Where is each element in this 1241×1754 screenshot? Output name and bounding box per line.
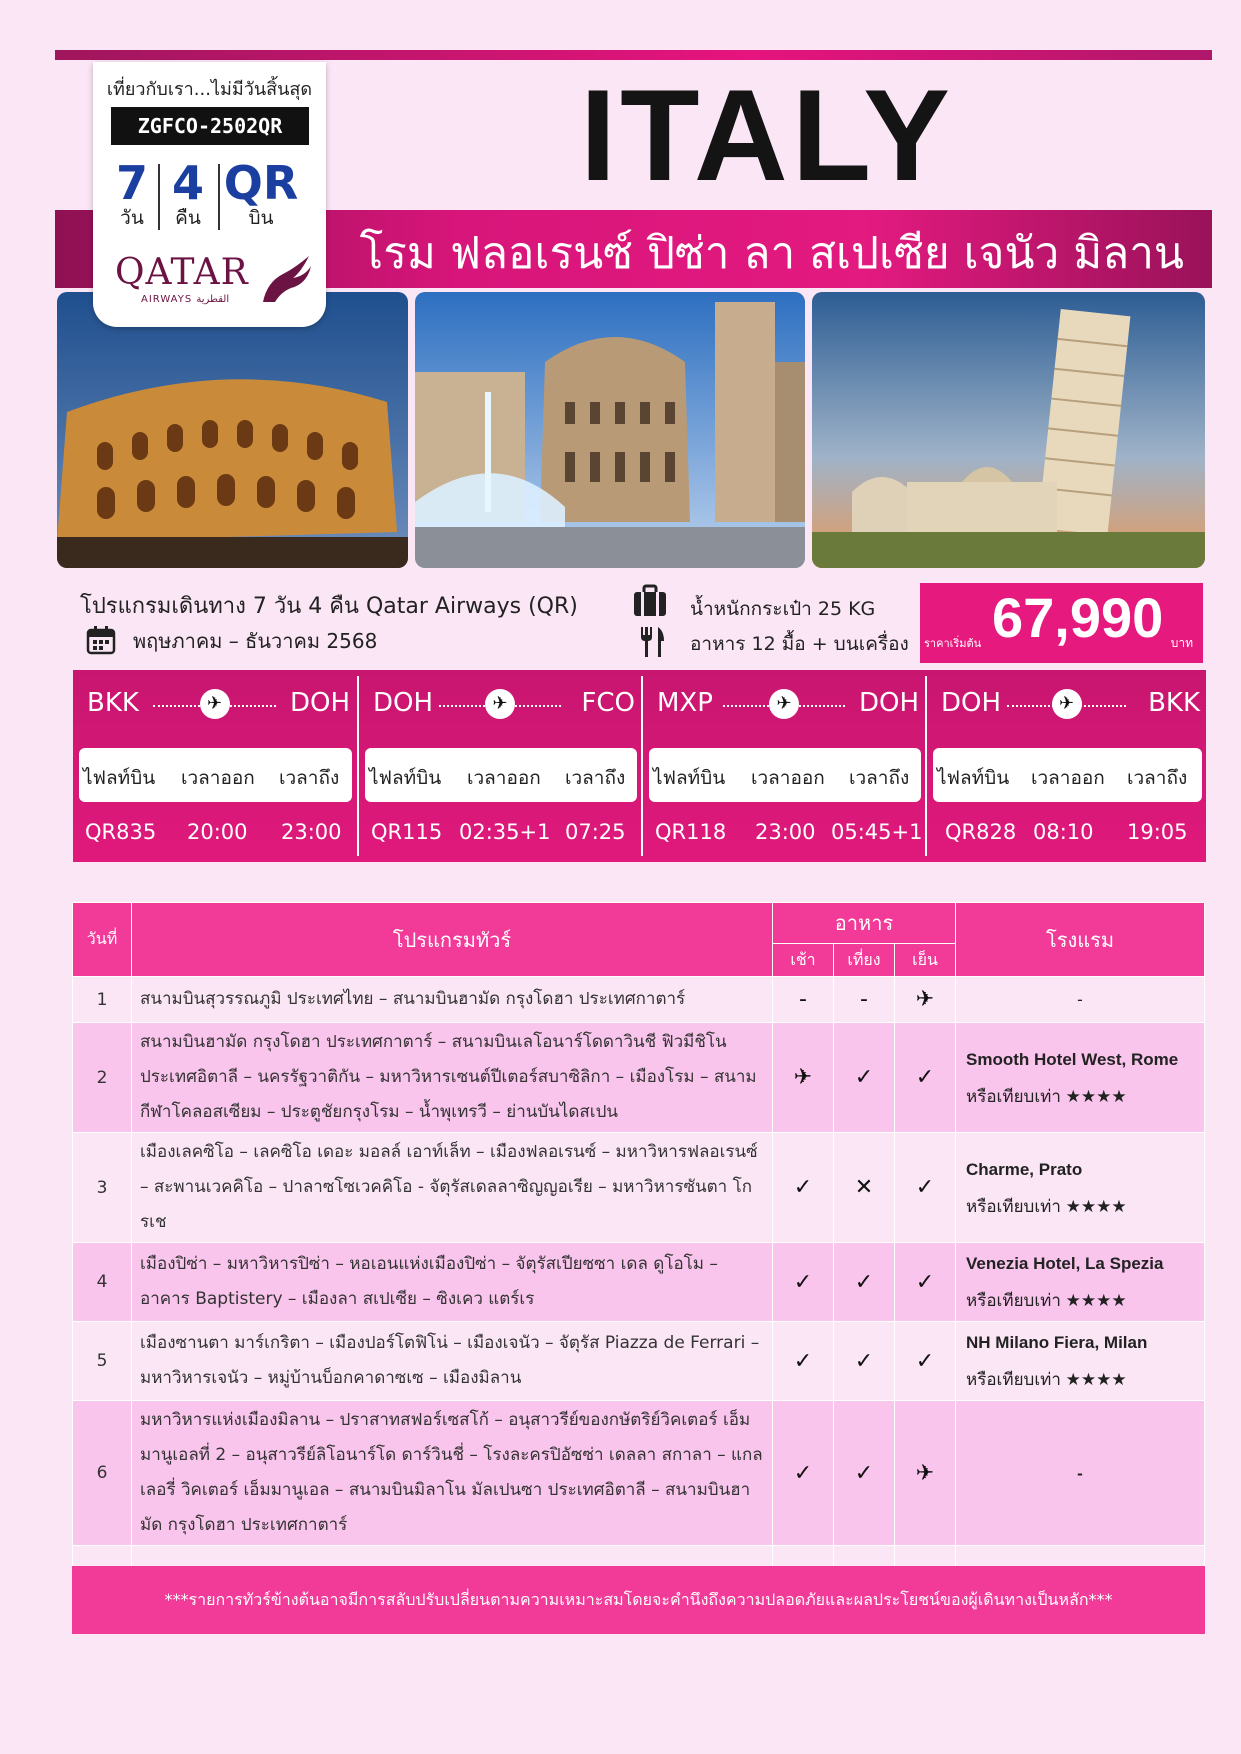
day-description: สนามบินฮามัด กรุงโดฮา ประเทศกาตาร์ – สนามบินเลโอนาร์โดดาวินชี ฟิวมีชิโน ประเทศอิตาลี – นครรัฐวาติกัน – มหาวิหารเซนต์ปีเตอร์สบาซิลิกา – เมืองโรม – สนามกีฬาโคลอสเซียม – ประตูชัยกรุงโรม – น้ำพุเทรวี – ย่านบันไดสเปน [132,1023,773,1133]
table-row [73,1023,1205,1133]
colosseum-photo [57,292,408,568]
flight-header: ไฟลท์บิน [369,767,442,789]
airline-block [221,158,301,230]
flight-number: QR828 [945,820,1017,844]
top-accent-bar [55,50,1212,60]
hotel-note: หรือเทียบเท่า ★★★★ [966,1370,1127,1389]
table-row [73,1133,1205,1243]
breakfast-cell: ✈ [773,1023,834,1133]
hotel-name: Venezia Hotel, La Spezia [966,1254,1164,1273]
plane-icon: ✈ [200,689,230,719]
day-description: เมืองซานตา มาร์เกริตา – เมืองปอร์โตฟิโน่ – เมืองเจนัว – จัตุรัส Piazza de Ferrari – มหาวิหารเจนัว – หมู่บ้านบ็อกคาดาซเซ – เมืองมิลาน [132,1322,773,1401]
day-number: 5 [73,1322,132,1401]
price-value: 67,990 [992,586,1164,649]
destination-airport: DOH [858,688,919,718]
breakfast-cell: - [773,977,834,1023]
day-number: 3 [73,1133,132,1243]
arrive-header: เวลาถึง [279,767,340,789]
day-description: สนามบินสุวรรณภูมิ ประเทศไทย – สนามบินฮามัด กรุงโดฮา ประเทศกาตาร์ [132,977,773,1023]
table-row [73,1243,1205,1322]
day-number: 2 [73,1023,132,1133]
breakfast-cell: ✓ [773,1322,834,1401]
travel-period: พฤษภาคม – ธันวาคม 2568 [133,629,378,653]
hotel-name: - [1077,1463,1083,1483]
flight-header: ไฟลท์บิน [937,767,1010,789]
pisa-tower-photo [812,292,1205,568]
col-lunch-header: เที่ยง [834,944,895,977]
arrive-header: เวลาถึง [565,767,626,789]
day-description: มหาวิหารแห่งเมืองมิลาน – ปราสาทสฟอร์เซสโก้ – อนุสาวรีย์ของกษัตริย์วิคเตอร์ เอ็มมานูเอลที่ 2 – อนุสาวรีย์ลิโอนาร์โด ดาร์วินชี่ – โรงละครปิอัซซ่า เดลลา สกาลา – แกลเลอรี่ วิคเตอร์ เอ็มมานูเอล – สนามบินมิลาโน มัลเปนซา ประเทศอิตาลี – สนามบินฮามัด กรุงโดฮา ประเทศกาตาร์ [132,1401,773,1546]
flight-number: QR835 [85,820,157,844]
table-row [73,1322,1205,1401]
plane-icon: ✈ [1052,689,1082,719]
tour-badge [93,62,326,327]
col-day-header: วันที่ [73,903,132,977]
flight-number: QR115 [371,820,443,844]
days-block [107,158,157,230]
destination-airport: BKK [1148,688,1200,718]
days-number: 7 [115,156,148,210]
flight-segment [643,670,925,862]
lunch-cell: - [834,977,895,1023]
slogan: เที่ยวกับเรา...ไม่มีวันสิ้นสุด [106,79,313,100]
itinerary-table [72,902,1205,1616]
col-dinner-header: เย็น [895,944,956,977]
program-summary: โปรแกรมเดินทาง 7 วัน 4 คืน Qatar Airways (QR) [80,594,578,619]
arrive-header: เวลาถึง [849,767,910,789]
flight-schedule [73,670,1206,862]
days-unit: วัน [120,207,144,229]
cutlery-icon [638,627,666,661]
depart-header: เวลาออก [1031,767,1105,789]
dinner-cell: ✓ [895,1243,956,1322]
breakfast-cell: ✓ [773,1133,834,1243]
hotel-cell [956,1243,1205,1322]
hotel-note: หรือเทียบเท่า ★★★★ [966,1291,1127,1310]
arrive-time: 19:05 [1127,820,1188,844]
arrive-time: 07:25 [565,820,626,844]
nights-block [163,158,213,230]
logo-subtext: AIRWAYS القطرية [141,294,230,305]
lunch-cell: ✓ [834,1401,895,1546]
lunch-cell: ✓ [834,1243,895,1322]
footer-disclaimer: ***รายการทัวร์ข้างต้นอาจมีการสลับปรับเปลี่ยนตามความเหมาะสมโดยจะคำนึงถึงความปลอดภัยและผลประโยชน์ของผู้เดินทางเป็นหลัก*** [72,1566,1205,1634]
origin-airport: BKK [87,688,139,718]
depart-time: 20:00 [187,820,248,844]
hotel-cell [956,977,1205,1023]
depart-time: 23:00 [755,820,816,844]
lunch-cell: ✓ [834,1023,895,1133]
destination-airport: FCO [581,688,635,718]
col-program-header: โปรแกรมทัวร์ [132,903,773,977]
lunch-cell: ✕ [834,1133,895,1243]
depart-header: เวลาออก [467,767,541,789]
day-number: 4 [73,1243,132,1322]
page-title: ITALY [580,62,954,208]
hotel-note: หรือเทียบเท่า ★★★★ [966,1086,1127,1106]
price-label: ราคาเริ่มต้น [924,637,982,650]
origin-airport: MXP [657,688,713,718]
flight-segment [927,670,1206,862]
hotel-cell [956,1322,1205,1401]
depart-time: 08:10 [1033,820,1094,844]
hotel-cell [956,1133,1205,1243]
flight-segment [359,670,641,862]
dinner-cell: ✓ [895,1133,956,1243]
day-number: 1 [73,977,132,1023]
breakfast-cell: ✓ [773,1401,834,1546]
arrive-time: 05:45+1 [831,820,923,844]
col-meals-header: อาหาร [773,903,956,944]
depart-time: 02:35+1 [459,820,551,844]
dinner-cell: ✈ [895,1401,956,1546]
dinner-cell: ✓ [895,1322,956,1401]
nights-number: 4 [171,156,204,210]
divider [218,164,220,230]
table-row [73,1401,1205,1546]
table-row [73,977,1205,1023]
tour-code: ZGFCO-2502QR [111,107,309,145]
arrive-time: 23:00 [281,820,342,844]
hotel-name: Charme, Prato [966,1159,1083,1179]
depart-header: เวลาออก [751,767,825,789]
col-hotel-header: โรงแรม [956,903,1205,977]
divider [158,164,160,230]
depart-header: เวลาออก [181,767,255,789]
flight-segment [73,670,356,862]
genoa-fountain-photo [415,292,805,568]
airline-code: QR [223,156,299,210]
hotel-name: - [1077,990,1083,1009]
arrive-header: เวลาถึง [1127,767,1188,789]
lunch-cell: ✓ [834,1322,895,1401]
destination-airport: DOH [289,688,350,718]
hotel-note: หรือเทียบเท่า ★★★★ [966,1196,1127,1216]
oryx-icon [255,252,315,308]
col-breakfast-header: เช้า [773,944,834,977]
price-box [920,583,1203,663]
day-description: เมืองเลคซิโอ – เลคซิโอ เดอะ มอลล์ เอาท์เล็ท – เมืองฟลอเรนซ์ – มหาวิหารฟลอเรนซ์ – สะพานเวคคิโอ – ปาลาซโซเวคคิโอ - จัตุรัสเดลลาซิญญอเรีย – มหาวิหารซันตา โกรเช [132,1133,773,1243]
price-currency: บาท [1170,636,1193,650]
baggage-allowance: น้ำหนักกระเป๋า 25 KG [690,598,876,620]
meal-count: อาหาร 12 มื้อ + บนเครื่อง [690,633,909,655]
breakfast-cell: ✓ [773,1243,834,1322]
hotel-name: Smooth Hotel West, Rome [966,1049,1179,1069]
origin-airport: DOH [373,688,434,718]
flight-header: ไฟลท์บิน [83,767,156,789]
day-number: 6 [73,1401,132,1546]
calendar-icon [86,625,116,659]
day-description: เมืองปิซ่า – มหาวิหารปิซ่า – หอเอนแห่งเมืองปิซ่า – จัตุรัสเปียซซา เดล ดูโอโม – อาคาร Baptistery – เมืองลา สเปเซีย – ซิงเคว แตร์เร [132,1243,773,1322]
logo-wordmark: QATAR [115,252,249,293]
plane-icon: ✈ [485,689,515,719]
qatar-airways-logo [115,252,315,312]
hotel-name: NH Milano Fiera, Milan [966,1333,1148,1352]
hotel-cell [956,1401,1205,1546]
luggage-icon [632,584,668,622]
airline-unit: บิน [248,207,274,229]
dinner-cell: ✈ [895,977,956,1023]
hotel-cell [956,1023,1205,1133]
nights-unit: คืน [175,207,201,229]
origin-airport: DOH [941,688,1002,718]
plane-icon: ✈ [769,689,799,719]
flight-header: ไฟลท์บิน [653,767,726,789]
subtitle: โรม ฟลอเรนซ์ ปิซ่า ลา สเปเซีย เจนัว มิลาน [359,228,1184,279]
flight-number: QR118 [655,820,727,844]
dinner-cell: ✓ [895,1023,956,1133]
